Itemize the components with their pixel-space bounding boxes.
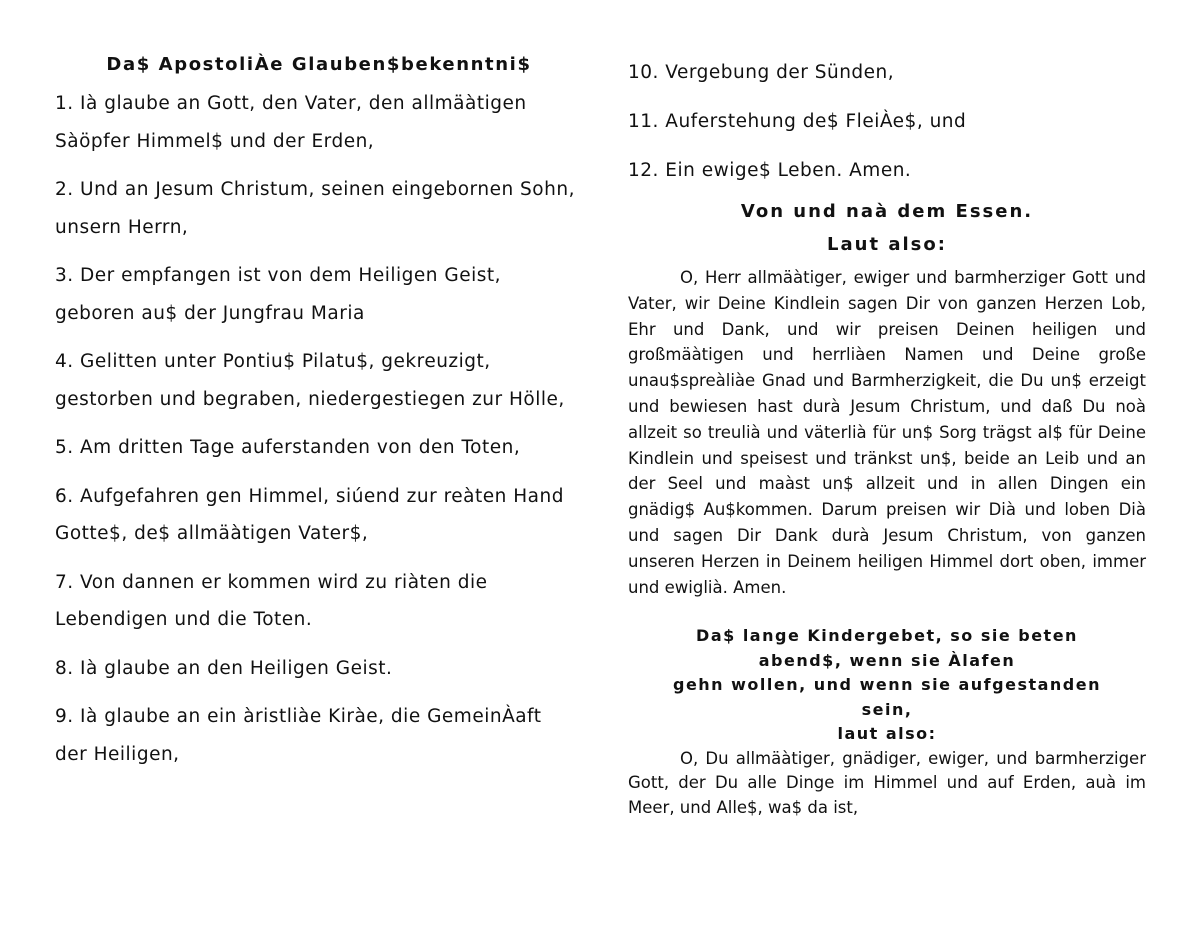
creed-article: 10. Vergebung der Sünden, <box>628 62 895 83</box>
creed-article: 12. Ein ewige$ Leben. Amen. <box>628 160 912 181</box>
creed-article: 4. Gelitten unter Pontiu$ Pilatu$, gekreuzigt, gestorben und begraben, niedergestiegen zur Hölle, <box>55 351 565 410</box>
children-prayer-heading-line: abend$, wenn sie Àlafen <box>758 650 1016 670</box>
creed-article: 9. Ià glaube an ein àristliàe Kiràe, die GemeinÀaft der Heiligen, <box>55 706 542 765</box>
meal-prayer-text: O, Herr allmäàtiger, ewiger und barmherziger Gott und Vater, wir Deine Kindlein sagen Dir von ganzen Herzen Lob, Ehr und Dank, und wir preisen Deinen heiligen und großmäàtigen und herrliàen Namen und Deine große unau$spreàliàe Gnad und Barmherzigkeit, die Du un$ erzeigt und bewiesen hast durà Jesum Christum, und daß Du noà allzeit so treulià und väterlià für un$ Sorg trägst al$ für Deine Kindlein und speisest und tränkst un$, beide an Leib und an der Seel und maàst un$ allzeit und in allen Dingen ein gnädig$ Au$kommen. Darum preisen wir Dià und loben Dià und sagen Dir Dank durà Jesum Christum, von ganzen unseren Herzen in Deinem heiligen Himmel dort oben, immer und ewiglià. Amen. <box>628 268 1146 597</box>
children-prayer-heading-line: sein, <box>861 699 913 719</box>
left-column <box>55 54 575 784</box>
creed-article: 11. Auferstehung de$ FleiÀe$, und <box>628 111 967 132</box>
creed-article: 6. Aufgefahren gen Himmel, siúend zur reàten Hand Gotte$, de$ allmäàtigen Vater$, <box>55 485 564 544</box>
children-prayer-heading-line: Da$ lange Kindergebet, so sie beten <box>696 626 1078 646</box>
children-prayer-heading-line: gehn wollen, und wenn sie aufgestanden <box>672 675 1101 695</box>
creed-title: Da$ ApostoliÀe Glauben$bekenntni$ <box>106 54 532 75</box>
creed-article: 1. Ià glaube an Gott, den Vater, den allmäàtigen Sàöpfer Himmel$ und der Erden, <box>55 93 527 152</box>
creed-article: 5. Am dritten Tage auferstanden von den Toten, <box>55 437 521 458</box>
meal-prayer-subheading: Laut also: <box>827 234 947 255</box>
creed-article: 7. Von dannen er kommen wird zu riàten die Lebendigen und die Toten. <box>55 571 488 630</box>
right-column <box>628 54 1146 821</box>
creed-article: 8. Ià glaube an den Heiligen Geist. <box>55 657 393 679</box>
children-prayer-text: O, Du allmäàtiger, gnädiger, ewiger, und barmherziger Gott, der Du alle Dinge im Himmel und auf Erden, auà im Meer, und Alle$, wa$ da ist, <box>628 748 1146 817</box>
creed-article: 2. Und an Jesum Christum, seinen eingebornen Sohn, unsern Herrn, <box>55 179 575 238</box>
children-prayer-heading-line: laut also: <box>837 724 937 744</box>
creed-article: 3. Der empfangen ist von dem Heiligen Geist, geboren au$ der Jungfrau Maria <box>55 265 501 324</box>
meal-prayer-heading: Von und naà dem Essen. <box>740 201 1034 222</box>
children-prayer-heading <box>628 624 1146 747</box>
